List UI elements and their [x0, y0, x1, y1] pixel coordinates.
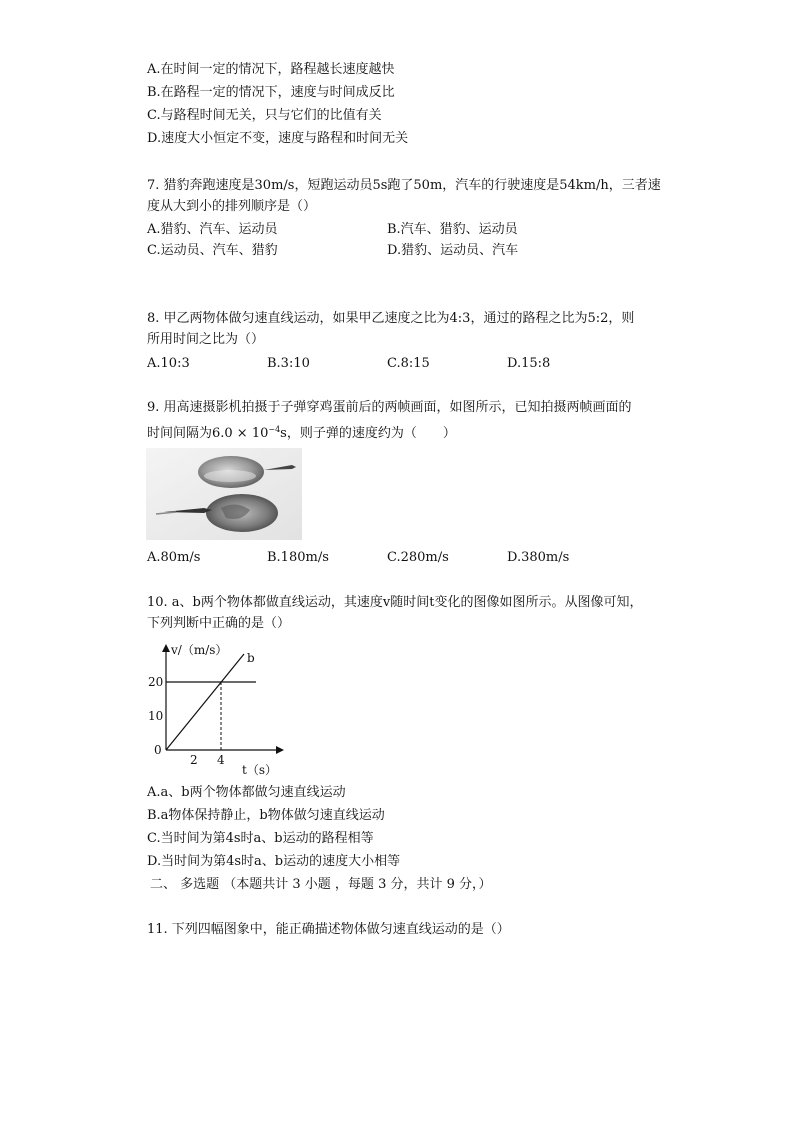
- q8-stem-line2: 所用时间之比为（）: [147, 332, 265, 347]
- q7-option-a: A.猎豹、汽车、运动员: [147, 222, 278, 237]
- q7-stem-line2: 度从大到小的排列顺序是（）: [147, 199, 317, 214]
- q9-exponent: −4: [268, 425, 281, 434]
- q6-option-b: B.在路程一定的情况下，速度与时间成反比: [147, 85, 395, 100]
- x-axis-label: t（s）: [242, 763, 277, 776]
- q8-option-c: C.8:15: [387, 356, 430, 371]
- q9-stem-line2: [147, 421, 456, 443]
- q6-option-a: A.在时间一定的情况下，路程越长速度越快: [147, 62, 395, 77]
- q10-stem-line1: 10. a、b两个物体都做直线运动，其速度v随时间t变化的图像如图所示。从图像可知，: [147, 595, 643, 610]
- y-axis-label: v/（m/s）: [171, 643, 228, 657]
- q7-option-d: D.猎豹、运动员、汽车: [387, 243, 519, 258]
- q9-option-c: C.280m/s: [387, 550, 449, 565]
- y-tick-10: 10: [148, 709, 164, 723]
- x-tick-4: 4: [217, 753, 225, 767]
- q9-stem-line2-post: s，则子弹的速度约为（ ）: [280, 426, 456, 441]
- x-tick-2: 2: [190, 753, 198, 767]
- line-b: [166, 654, 244, 750]
- q7-option-c: C.运动员、汽车、猎豹: [147, 243, 278, 258]
- velocity-time-graph: [146, 640, 286, 776]
- q8-stem-line1: 8. 甲乙两物体做匀速直线运动，如果甲乙速度之比为4:3，通过的路程之比为5:2，则: [147, 311, 635, 326]
- q6-option-d: D.速度大小恒定不变，速度与路程和时间无关: [147, 131, 409, 146]
- q8-option-b: B.3:10: [267, 356, 310, 371]
- x-axis-arrow: [276, 746, 284, 754]
- section-2-heading: 二、 多选题 （本题共计 3 小题 ，每题 3 分，共计 9 分，）: [150, 877, 492, 892]
- bullet-egg-photo: [146, 448, 302, 540]
- q9-stem-line2-pre: 时间间隔为6.0 × 10: [147, 426, 269, 441]
- q9-option-a: A.80m/s: [147, 550, 201, 565]
- q7-option-b: B.汽车、猎豹、运动员: [387, 222, 518, 237]
- q10-option-d: D.当时间为第4s时a、b运动的速度大小相等: [147, 854, 401, 869]
- q8-option-d: D.15:8: [507, 356, 551, 371]
- q10-option-c: C.当时间为第4s时a、b运动的路程相等: [147, 831, 374, 846]
- y-tick-20: 20: [148, 675, 164, 689]
- line-b-label: b: [247, 651, 255, 665]
- q8-option-a: A.10:3: [147, 356, 190, 371]
- q7-stem-line1: 7. 猎豹奔跑速度是30m/s，短跑运动员5s跑了50m，汽车的行驶速度是54km/h，三者速: [147, 178, 661, 193]
- q9-option-b: B.180m/s: [267, 550, 329, 565]
- q10-option-b: B.a物体保持静止，b物体做匀速直线运动: [147, 808, 385, 823]
- q10-option-a: A.a、b两个物体都做匀速直线运动: [147, 785, 346, 800]
- q10-stem-line2: 下列判断中正确的是（）: [147, 616, 291, 631]
- q11-stem: 11. 下列四幅图象中，能正确描述物体做匀速直线运动的是（）: [147, 922, 510, 937]
- q9-stem-line1: 9. 用高速摄影机拍摄于子弹穿鸡蛋前后的两帧画面，如图所示，已知拍摄两帧画面的: [147, 400, 632, 415]
- y-axis-arrow: [162, 644, 170, 652]
- q9-option-d: D.380m/s: [507, 550, 570, 565]
- q6-option-c: C.与路程时间无关，只与它们的比值有关: [147, 108, 382, 123]
- y-tick-0: 0: [154, 743, 162, 757]
